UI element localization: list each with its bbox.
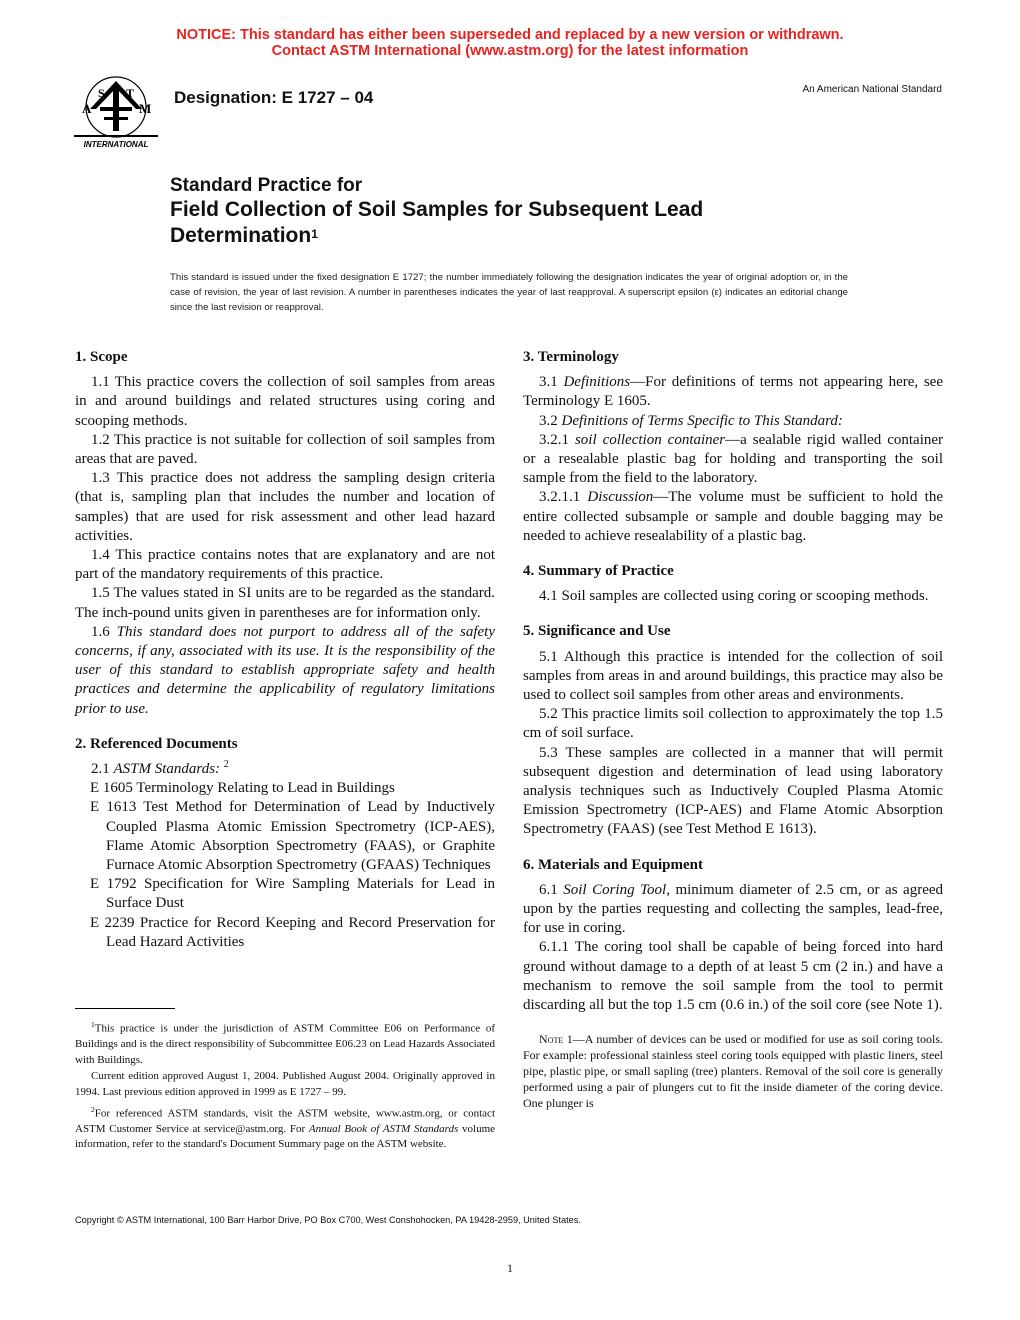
reference-e2239: E 2239 Practice for Record Keeping and Record Preservation for Lead Hazard Activities (90, 914, 495, 950)
para-1-4: 1.4 This practice contains notes that are explanatory and are not part of the mandatory requirements of this practice. (75, 547, 495, 583)
notice-line-2: Contact ASTM International (www.astm.org) for the latest information (271, 43, 749, 59)
copyright: Copyright © ASTM International, 100 Barr Harbor Drive, PO Box C700, West Conshohocken, PA 19428-2959, United States. (75, 1215, 581, 1225)
logo-letter-s: S (98, 86, 105, 100)
notice-line-1: NOTICE: This standard has either been superseded and replaced by a new version or withdrawn. (176, 27, 844, 43)
title-footnote-mark: 1 (311, 227, 318, 241)
footnote-1-edition: Current edition approved August 1, 2004. Published August 2004. Originally approved in 1994. Last previous edition approved in 1999 as E 1727 – 99. (75, 1070, 495, 1099)
section-heading-scope: 1. Scope (75, 349, 128, 365)
designation: Designation: E 1727 – 04 (174, 88, 374, 107)
para-4-1: 4.1 Soil samples are collected using coring or scooping methods. (539, 588, 929, 605)
para-3-2: 3.2 Definitions of Terms Specific to This Standard: (539, 412, 843, 429)
para-3-1: 3.1 Definitions—For definitions of terms not appearing here, see Terminology E 1605. (523, 374, 943, 410)
footnote-2: $^2$For referenced ASTM standards, visit the ASTM website, www.astm.org, or contact ASTM Customer Service at service@astm.org. For Annual Book of ASTM Standards volume information, refer to the standard's Document Summary page on the ASTM website. (75, 1104, 496, 1151)
withdrawal-notice (0, 27, 1020, 59)
title-line-1: Standard Practice for (170, 175, 363, 196)
issuance-statement: This standard is issued under the fixed designation E 1727; the number immediately following the designation indicates the year of original adoption or, in the case of revision, the year of last revision. A number in parentheses indicates the year of last reapproval. A superscript epsilon (ε) indicates an editorial change since the last revision or reapproval. (170, 272, 848, 313)
logo-letter-m: M (139, 101, 152, 116)
para-1-5: 1.5 The values stated in SI units are to be regarded as the standard. The inch-pound units given in parentheses are for information only. (75, 585, 495, 621)
para-3-2-1-1: 3.2.1.1 Discussion—The volume must be sufficient to hold the entire collected subsample or sample and double bagging may be needed to achieve resealability of a plastic bag. (523, 489, 943, 544)
logo-letter-a: A (82, 101, 92, 116)
para-3-2-1: 3.2.1 soil collection container—a sealable rigid walled container or a resealable plastic bag for holding and transporting the soil sample from the field to the laboratory. (523, 431, 944, 487)
footnotes (75, 1017, 495, 1154)
para-5-3: 5.3 These samples are collected in a manner that will permit subsequent digestion and determination of lead using laboratory analysis techniques such as Inductively Coupled Plasma Atomic Emission Spectrometry (ICP-AES) and Flame Atomic Absorption Spectrometry (FAAS) (see Test Method E 1613). (523, 744, 943, 838)
title-line-3: Determination$^1$ (170, 224, 318, 247)
section-heading-summary: 4. Summary of Practice (523, 563, 674, 580)
american-national-standard: An American National Standard (802, 84, 942, 95)
para-1-2: 1.2 This practice is not suitable for collection of soil samples from areas that are paved. (75, 431, 495, 468)
reference-e1605: E 1605 Terminology Relating to Lead in Buildings (90, 780, 395, 797)
para-5-1: 5.1 Although this practice is intended for the collection of soil samples from areas in and around buildings, this practice may also be used to collect soil samples from other areas and environments. (523, 648, 943, 704)
logo-subtext: INTERNATIONAL (83, 140, 149, 149)
reference-e1792: E 1792 Specification for Wire Sampling Materials for Lead in Surface Dust (90, 876, 495, 912)
section-heading-referenced-documents: 2. Referenced Documents (75, 735, 238, 752)
page-number: 1 (507, 1261, 513, 1275)
reference-e1613: E 1613 Test Method for Determination of Lead by Inductively Coupled Plasma Atomic Emission Spectrometry (ICP-AES), Flame Atomic Absorption Spectrometry (FAAS), or Graphite Furnace Atomic Absorption Spectrometry (GFAAS) Techniques (90, 799, 495, 874)
section-heading-significance: 5. Significance and Use (523, 623, 671, 640)
para-1-1: 1.1 This practice covers the collection of soil samples from areas in and around buildings and related structures using coring and scooping methods. (75, 374, 495, 429)
astm-logo-icon (70, 73, 162, 151)
title-line-2: Field Collection of Soil Samples for Subsequent Lead (170, 198, 704, 221)
section-heading-terminology: 3. Terminology (523, 349, 619, 365)
para-1-6: 1.6 This standard does not purport to address all of the safety concerns, if any, associated with its use. It is the responsibility of the user of this standard to establish appropriate safety and health practices and determine the applicability of regulatory limitations prior to use. (75, 623, 496, 717)
left-column (75, 348, 495, 952)
right-column (523, 348, 943, 1111)
note-1: Note 1—A number of devices can be used or modified for use as soil coring tools. For example: professional stainless steel coring tools equipped with plastic liners, steel pipe, plastic pipe, or small sapling (tree) planters. Removal of the soil core is generally performed using a pair of plungers cut to fit the inside diameter of the coring device. One plunger is (523, 1032, 944, 1111)
document-title (170, 174, 870, 249)
section-heading-materials: 6. Materials and Equipment (523, 856, 704, 873)
logo-letter-t: T (126, 86, 135, 100)
para-2-1: 2.1 ASTM Standards: $^2$ (91, 759, 229, 778)
para-6-1: 6.1 Soil Coring Tool, minimum diameter of 2.5 cm, or as agreed upon by the parties requesting and collecting the samples, lead-free, for use in coring. (523, 881, 944, 937)
footnote-divider (75, 1008, 175, 1009)
para-5-2: 5.2 This practice limits soil collection to approximately the top 1.5 cm of soil surface. (523, 706, 943, 742)
footnote-1: $^1$This practice is under the jurisdiction of ASTM Committee E06 on Performance of Buildings and is the direct responsibility of Subcommittee E06.23 on Lead Hazards Associated with Buildings. (75, 1020, 495, 1066)
para-6-1-1: 6.1.1 The coring tool shall be capable of being forced into hard ground without damage to a depth of at least 5 cm (2 in.) and have a mechanism to remove the soil sample from the tool to permit discarding all but the top 1.5 cm (0.6 in.) of the soil core (see Note 1). (523, 939, 943, 1014)
para-1-3: 1.3 This practice does not address the sampling design criteria (that is, sampling plan that includes the number and location of samples) that are used for risk assessment and other lead hazard activities. (75, 470, 495, 544)
